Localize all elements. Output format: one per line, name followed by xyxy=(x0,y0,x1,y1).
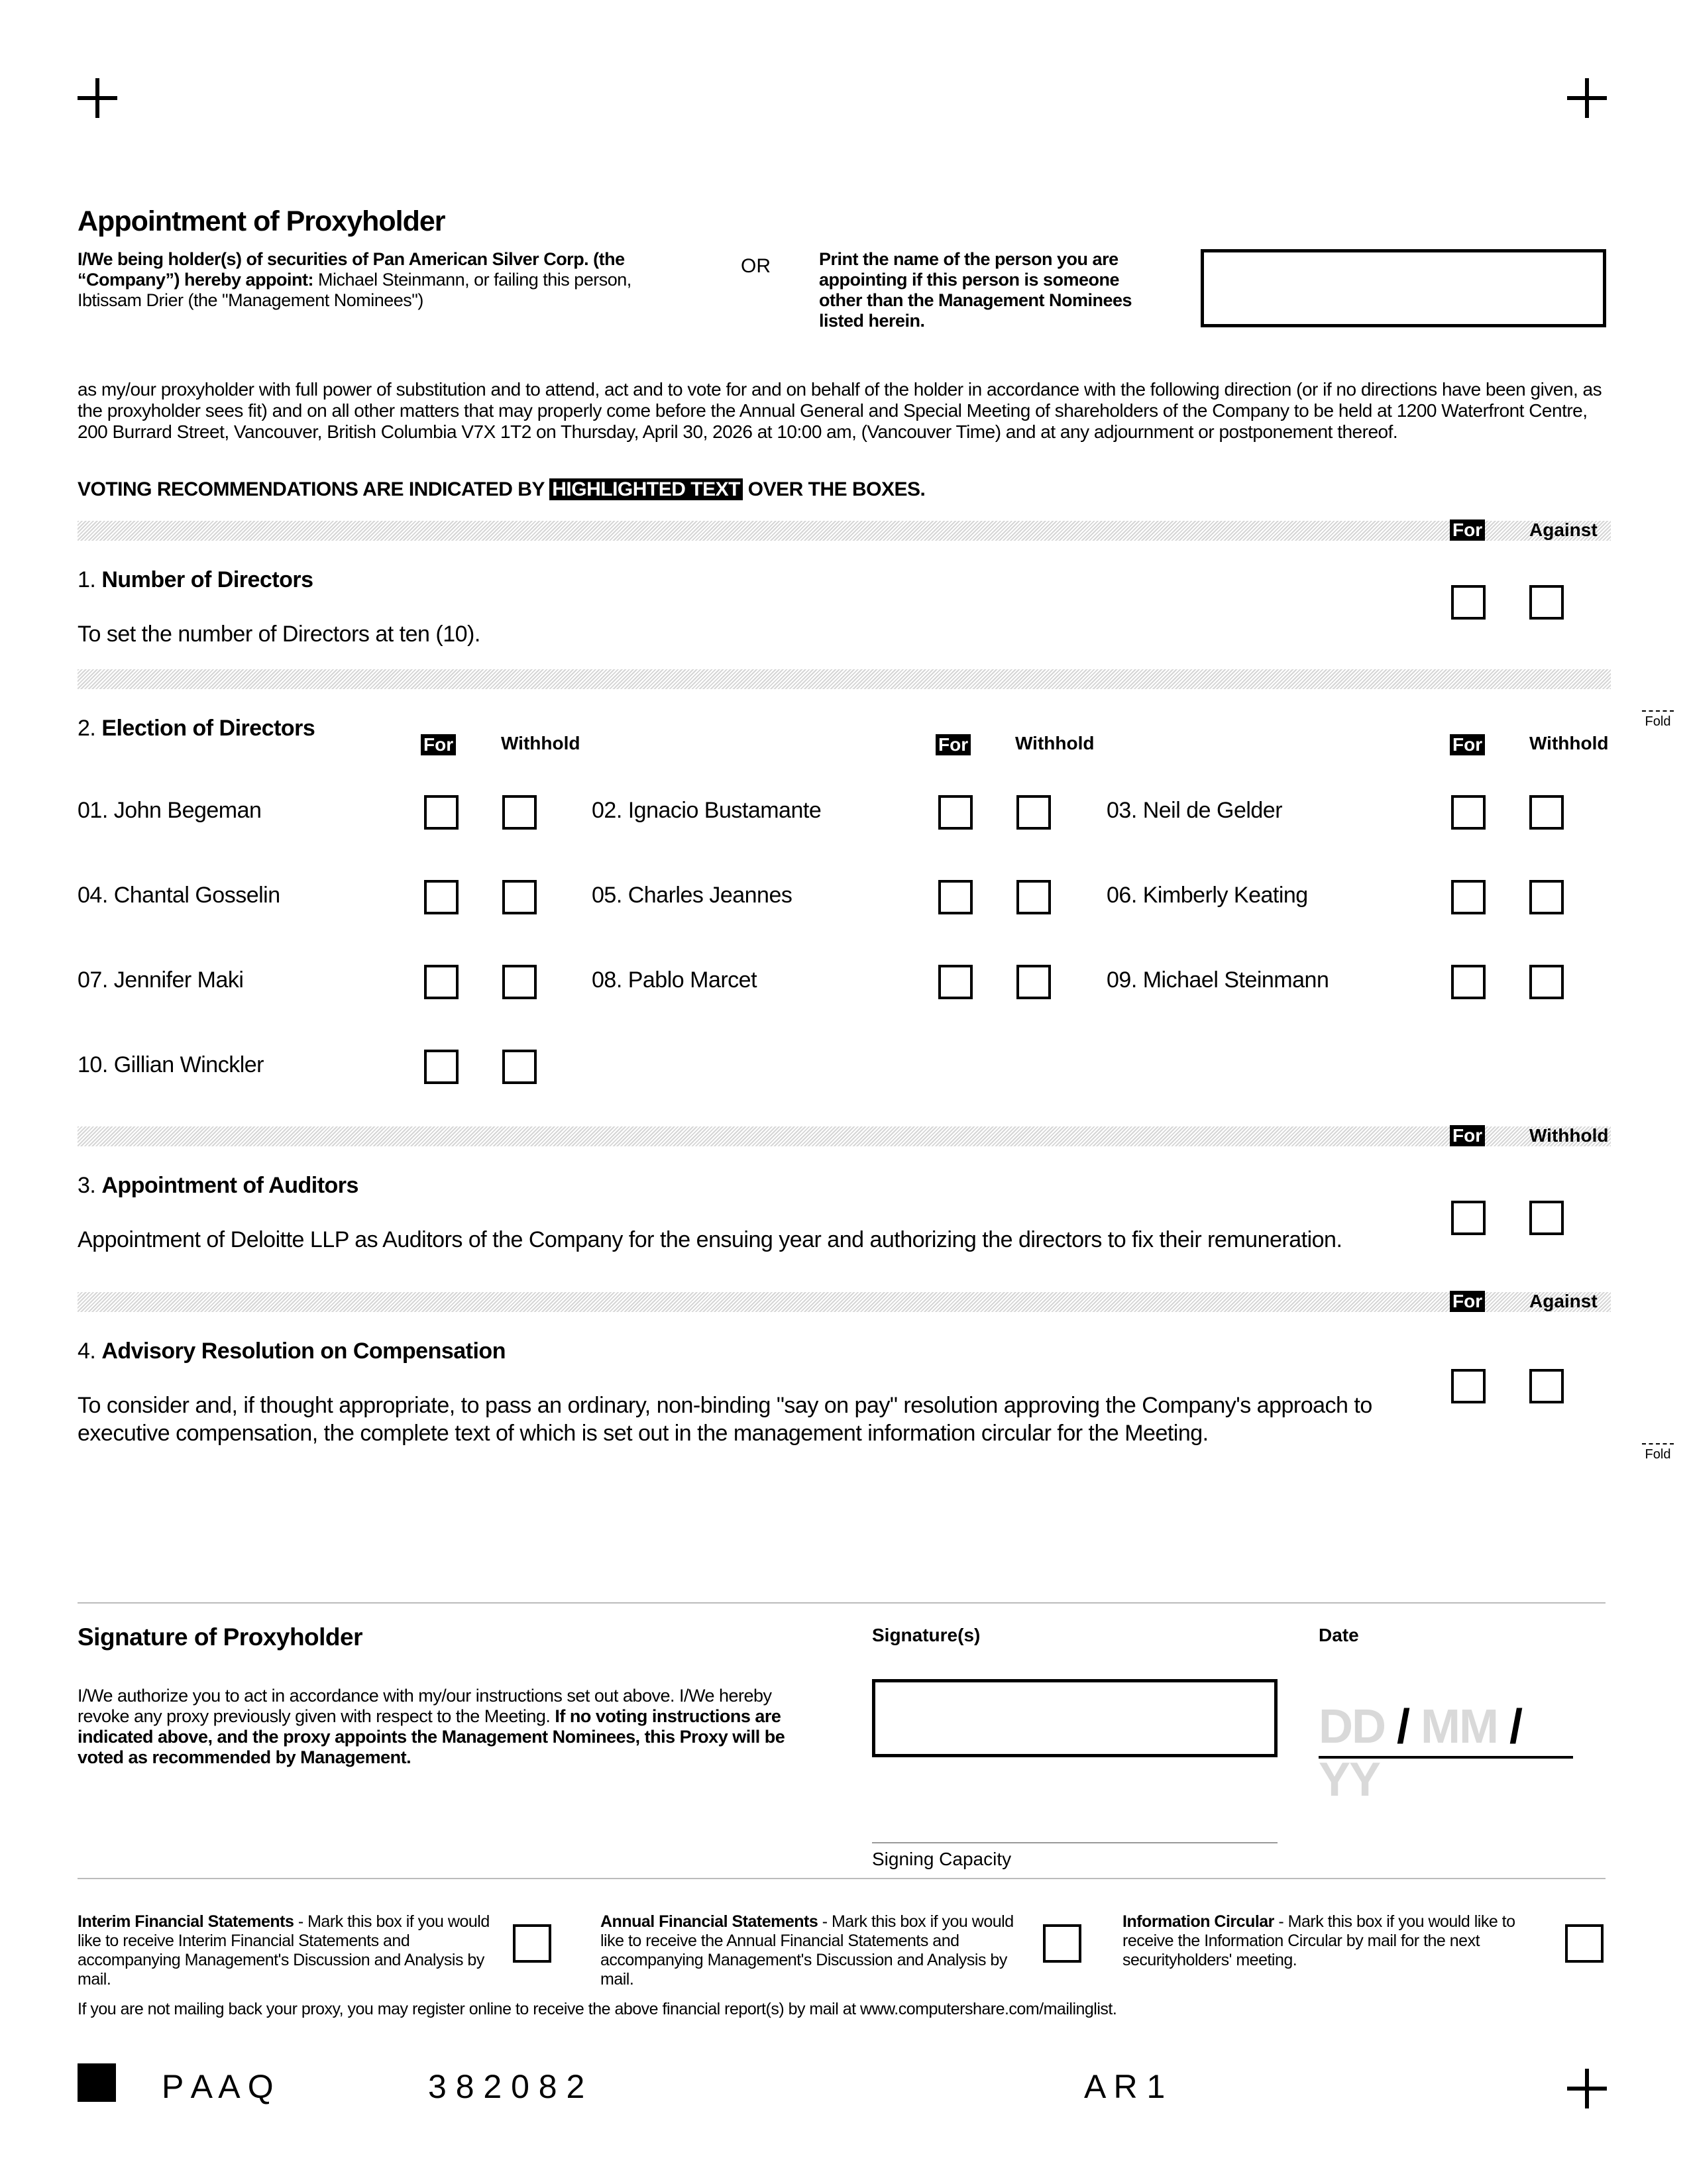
director-name: 08. Pablo Marcet xyxy=(592,967,757,993)
fold-mark-upper xyxy=(1641,710,1675,730)
r1-title xyxy=(78,567,313,593)
signing-capacity-label: Signing Capacity xyxy=(872,1849,1012,1869)
footer-code-middle: 3 8 2 0 8 2 xyxy=(428,2068,585,2105)
r2-col2-for-header: For xyxy=(936,734,971,755)
date-sep-1: / xyxy=(1397,1700,1409,1753)
director-02-withhold-checkbox[interactable] xyxy=(1016,795,1051,830)
director-08-withhold-checkbox[interactable] xyxy=(1016,965,1051,999)
authorization-bold: If no voting instructions are indicated above, and the proxy appoints the Management Nominees, this Proxy will be voted as recommended by Management. xyxy=(78,1706,785,1767)
online-registration-note: If you are not mailing back your proxy, you may register online to receive the above financial report(s) by mail at www.computershare.com/mailinglist. xyxy=(78,2000,1117,2018)
director-04-withhold-checkbox[interactable] xyxy=(502,880,537,914)
signatures-label: Signature(s) xyxy=(872,1625,981,1645)
signing-capacity-line[interactable] xyxy=(872,1842,1278,1843)
r4-title xyxy=(78,1338,506,1364)
director-03-withhold-checkbox[interactable] xyxy=(1529,795,1564,830)
director-07-for-checkbox[interactable] xyxy=(424,965,459,999)
authorization-normal: I/We authorize you to act in accordance with my/our instructions set out above. I/We hereby revoke any proxy previously given with respect to the Meeting. xyxy=(78,1686,772,1726)
r4-number: 4. xyxy=(78,1338,96,1364)
director-04-for-checkbox[interactable] xyxy=(424,880,459,914)
interim-statements-title: Interim Financial Statements xyxy=(78,1912,294,1931)
voting-note xyxy=(78,478,925,501)
section-divider-4 xyxy=(78,1292,1611,1312)
annual-statements-text xyxy=(600,1912,1024,1989)
information-circular-checkbox[interactable] xyxy=(1565,1924,1604,1963)
director-01-withhold-checkbox[interactable] xyxy=(502,795,537,830)
r1-for-header: For xyxy=(1450,519,1485,541)
signature-input[interactable] xyxy=(872,1679,1278,1757)
director-09-for-checkbox[interactable] xyxy=(1451,965,1486,999)
footer-code-left: P A A Q xyxy=(162,2068,274,2105)
r2-title-text: Election of Directors xyxy=(101,716,315,741)
r4-description: To consider and, if thought appropriate, to pass an ordinary, non-binding "say on pay" resolution approving the Company's approach to executive compensation, the complete text of which is set out in the management information circular for the Meeting. xyxy=(78,1393,1372,1446)
r1-against-checkbox[interactable] xyxy=(1529,585,1564,620)
director-03-for-checkbox[interactable] xyxy=(1451,795,1486,830)
section-divider-2 xyxy=(78,669,1611,689)
r3-description: Appointment of Deloitte LLP as Auditors of the Company for the ensuing year and authorizing the directors to fix their remuneration. xyxy=(78,1227,1342,1252)
voting-note-before: VOTING RECOMMENDATIONS ARE INDICATED BY xyxy=(78,478,545,500)
information-circular-desc: - Mark this box if you would like to receive the Information Circular by mail for the next securityholders' meeting. xyxy=(1122,1912,1515,1969)
director-name: 03. Neil de Gelder xyxy=(1107,798,1283,823)
print-name-label: Print the name of the person you are appointing if this person is someone other than the Management Nominees listed herein. xyxy=(819,249,1132,331)
r3-withhold-checkbox[interactable] xyxy=(1529,1201,1564,1235)
date-mm: MM xyxy=(1421,1700,1498,1753)
signature-top-rule xyxy=(78,1602,1606,1604)
date-dd: DD xyxy=(1319,1700,1385,1753)
voting-note-highlight: HIGHLIGHTED TEXT xyxy=(549,478,743,500)
director-name: 06. Kimberly Keating xyxy=(1107,883,1308,908)
r2-col3-withhold-header: Withhold xyxy=(1529,733,1609,753)
director-name: 10. Gillian Winckler xyxy=(78,1052,264,1077)
signature-title: Signature of Proxyholder xyxy=(78,1623,363,1651)
page-title: Appointment of Proxyholder xyxy=(78,205,445,237)
appoint-text xyxy=(78,249,674,311)
interim-statements-checkbox[interactable] xyxy=(513,1924,551,1963)
director-08-for-checkbox[interactable] xyxy=(938,965,973,999)
r2-col2-withhold-header: Withhold xyxy=(1015,733,1095,753)
date-input[interactable] xyxy=(1319,1700,1573,1806)
r3-title xyxy=(78,1173,358,1199)
interim-statements-desc: - Mark this box if you would like to receive Interim Financial Statements and accompanying Management's Discussion and Analysis by mail. xyxy=(78,1912,490,1989)
r4-for-checkbox[interactable] xyxy=(1451,1369,1486,1403)
appoint-normal-text: Michael Steinmann, or failing this person, Ibtissam Drier (the "Management Nominees") xyxy=(78,270,631,310)
annual-statements-checkbox[interactable] xyxy=(1043,1924,1081,1963)
director-09-withhold-checkbox[interactable] xyxy=(1529,965,1564,999)
director-05-withhold-checkbox[interactable] xyxy=(1016,880,1051,914)
proxy-paragraph: as my/our proxyholder with full power of substitution and to attend, act and to vote for and on behalf of the holder in accordance with the following direction (or if no directions have been given, as the proxyholder sees fit) and on all other matters that may properly come before the Annual General and Special Meeting of shareholders of the Company to be held at 1200 Waterfront Centre, 200 Burrard Street, Vancouver, British Columbia V7X 1T2 on Thursday, April 30, 2026 at 10:00 am, (Vancouver Time) and at any adjournment or postponement thereof. xyxy=(78,379,1602,442)
registration-mark-top-left xyxy=(78,78,117,118)
director-06-withhold-checkbox[interactable] xyxy=(1529,880,1564,914)
r2-col1-for-header: For xyxy=(421,734,456,755)
annual-statements-title: Annual Financial Statements xyxy=(600,1912,818,1931)
registration-mark-top-right xyxy=(1567,78,1607,118)
r3-number: 3. xyxy=(78,1173,96,1198)
r2-col1-withhold-header: Withhold xyxy=(501,733,580,753)
fold-label: Fold xyxy=(1645,714,1671,729)
r4-title-text: Advisory Resolution on Compensation xyxy=(101,1338,506,1364)
director-01-for-checkbox[interactable] xyxy=(424,795,459,830)
proxyholder-name-input[interactable] xyxy=(1201,249,1606,327)
r3-withhold-header: Withhold xyxy=(1529,1125,1609,1146)
information-circular-text xyxy=(1122,1912,1533,1970)
date-yy: YY xyxy=(1319,1753,1380,1806)
voting-note-after: OVER THE BOXES. xyxy=(747,478,926,500)
director-name: 09. Michael Steinmann xyxy=(1107,967,1329,993)
fold-mark-lower xyxy=(1641,1443,1675,1462)
r2-title xyxy=(78,716,315,741)
r4-for-header: For xyxy=(1450,1291,1485,1312)
r2-col3-for-header: For xyxy=(1450,734,1485,755)
director-name: 04. Chantal Gosselin xyxy=(78,883,280,908)
or-label: OR xyxy=(741,255,771,277)
footer-black-square xyxy=(78,2063,116,2102)
section-divider-1 xyxy=(78,521,1611,541)
director-06-for-checkbox[interactable] xyxy=(1451,880,1486,914)
r2-number: 2. xyxy=(78,716,96,741)
r3-for-header: For xyxy=(1450,1125,1485,1146)
date-label: Date xyxy=(1319,1625,1359,1645)
director-02-for-checkbox[interactable] xyxy=(938,795,973,830)
registration-mark-bottom-right xyxy=(1567,2069,1607,2108)
fold-label: Fold xyxy=(1645,1447,1671,1462)
mailing-top-rule xyxy=(78,1878,1606,1879)
director-10-for-checkbox[interactable] xyxy=(424,1050,459,1084)
authorization-text xyxy=(78,1686,826,1768)
r4-against-header: Against xyxy=(1529,1291,1598,1311)
interim-statements-text xyxy=(78,1912,502,1989)
director-07-withhold-checkbox[interactable] xyxy=(502,965,537,999)
footer-code-right: A R 1 xyxy=(1084,2068,1166,2105)
director-name: 02. Ignacio Bustamante xyxy=(592,798,822,823)
r1-description: To set the number of Directors at ten (10). xyxy=(78,622,480,647)
director-10-withhold-checkbox[interactable] xyxy=(502,1050,537,1084)
appoint-bold-text: I/We being holder(s) of securities of Pan American Silver Corp. (the “Company”) hereby appoint: xyxy=(78,249,625,290)
director-name: 07. Jennifer Maki xyxy=(78,967,244,993)
r4-against-checkbox[interactable] xyxy=(1529,1369,1564,1403)
date-sep-2: / xyxy=(1509,1700,1522,1753)
director-name: 01. John Begeman xyxy=(78,798,262,823)
r1-number: 1. xyxy=(78,567,96,592)
r1-for-checkbox[interactable] xyxy=(1451,585,1486,620)
r3-for-checkbox[interactable] xyxy=(1451,1201,1486,1235)
information-circular-title: Information Circular xyxy=(1122,1912,1274,1931)
annual-statements-desc: - Mark this box if you would like to receive the Annual Financial Statements and accompanying Management's Discussion and Analysis by mail. xyxy=(600,1912,1014,1989)
section-divider-3 xyxy=(78,1126,1611,1146)
r1-title-text: Number of Directors xyxy=(101,567,313,592)
r1-against-header: Against xyxy=(1529,519,1598,540)
director-name: 05. Charles Jeannes xyxy=(592,883,792,908)
director-05-for-checkbox[interactable] xyxy=(938,880,973,914)
r3-title-text: Appointment of Auditors xyxy=(101,1173,358,1198)
